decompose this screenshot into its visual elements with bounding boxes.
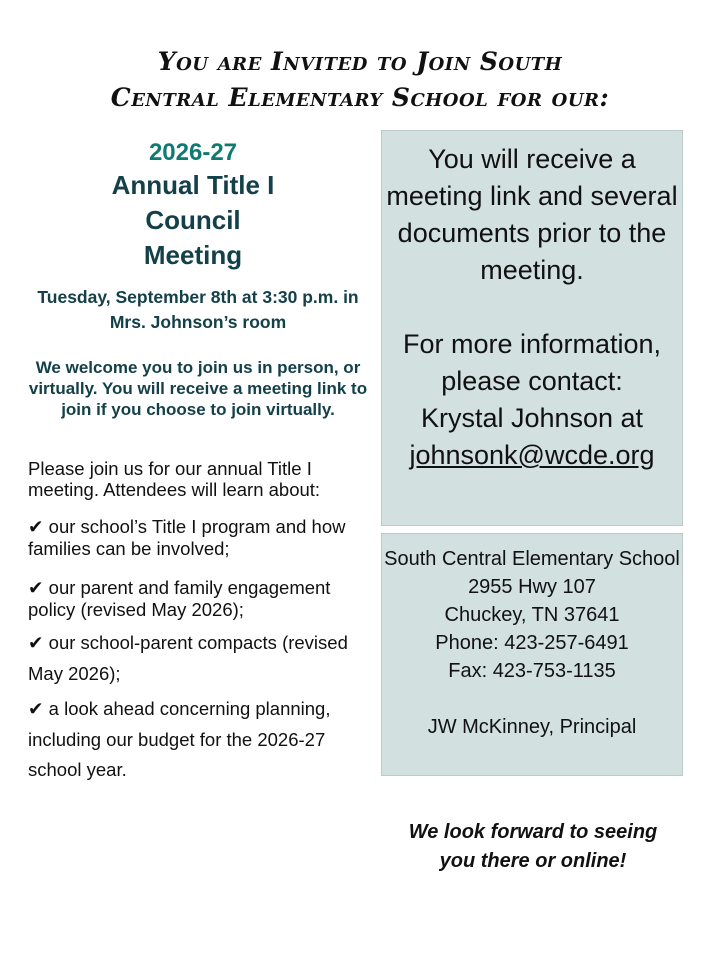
topic-item — [28, 516, 358, 559]
meeting-date-time: Tuesday, September 8th at 3:30 p.m. in Mrs. Johnson’s room — [37, 287, 359, 332]
meeting-title — [28, 168, 358, 273]
closing-message: We look forward to seeing you there or online! — [408, 821, 658, 872]
meeting-info-box — [381, 130, 683, 526]
topic-text: a look ahead concerning planning, including our budget for the 2026-27 school year. — [28, 698, 331, 780]
event-column — [28, 138, 368, 785]
checkmark-icon: ✔ — [28, 699, 44, 720]
event-year: 2026-27 — [148, 139, 238, 166]
school-principal: JW McKinney, Principal — [427, 716, 637, 738]
meeting-title-line: Annual Title I — [111, 170, 275, 200]
invitation-header — [0, 44, 720, 116]
header-line-2: Central Elementary School for our: — [110, 83, 610, 112]
topic-text: our school’s Title I program and how families can be involved; — [28, 516, 346, 559]
more-info-note: For more information, please contact: — [402, 329, 662, 396]
intro-paragraph: Please join us for our annual Title I meeting. Attendees will learn about: — [28, 458, 321, 500]
meeting-link-note: You will receive a meeting link and several documents prior to the meeting. — [386, 144, 678, 285]
header-line-1: You are Invited to Join South — [157, 47, 563, 76]
school-city: Chuckey, TN 37641 — [444, 604, 620, 626]
checkmark-icon: ✔ — [28, 517, 44, 538]
school-address: 2955 Hwy 107 — [468, 576, 596, 598]
contact-email-link[interactable]: johnsonk@wcde.org — [409, 440, 655, 470]
school-phone: Phone: 423-257-6491 — [435, 632, 629, 654]
topic-item — [28, 628, 358, 689]
contact-name: Krystal Johnson at — [420, 403, 644, 433]
meeting-title-line: Council — [145, 205, 241, 235]
checkmark-icon: ✔ — [28, 633, 44, 654]
topic-text: our parent and family engagement policy (revised May 2026); — [28, 577, 331, 620]
topic-item — [28, 694, 358, 785]
school-name: South Central Elementary School — [384, 548, 680, 570]
meeting-title-line: Meeting — [143, 240, 243, 270]
topic-item — [28, 577, 358, 620]
topic-text: our school-parent compacts (revised May 2026); — [28, 632, 348, 684]
school-info-box — [381, 533, 683, 776]
school-fax: Fax: 423-753-1135 — [448, 660, 616, 682]
checkmark-icon: ✔ — [28, 578, 44, 599]
welcome-note: We welcome you to join us in person, or virtually. You will receive a meeting link to join if you choose to join virtually. — [28, 358, 368, 419]
